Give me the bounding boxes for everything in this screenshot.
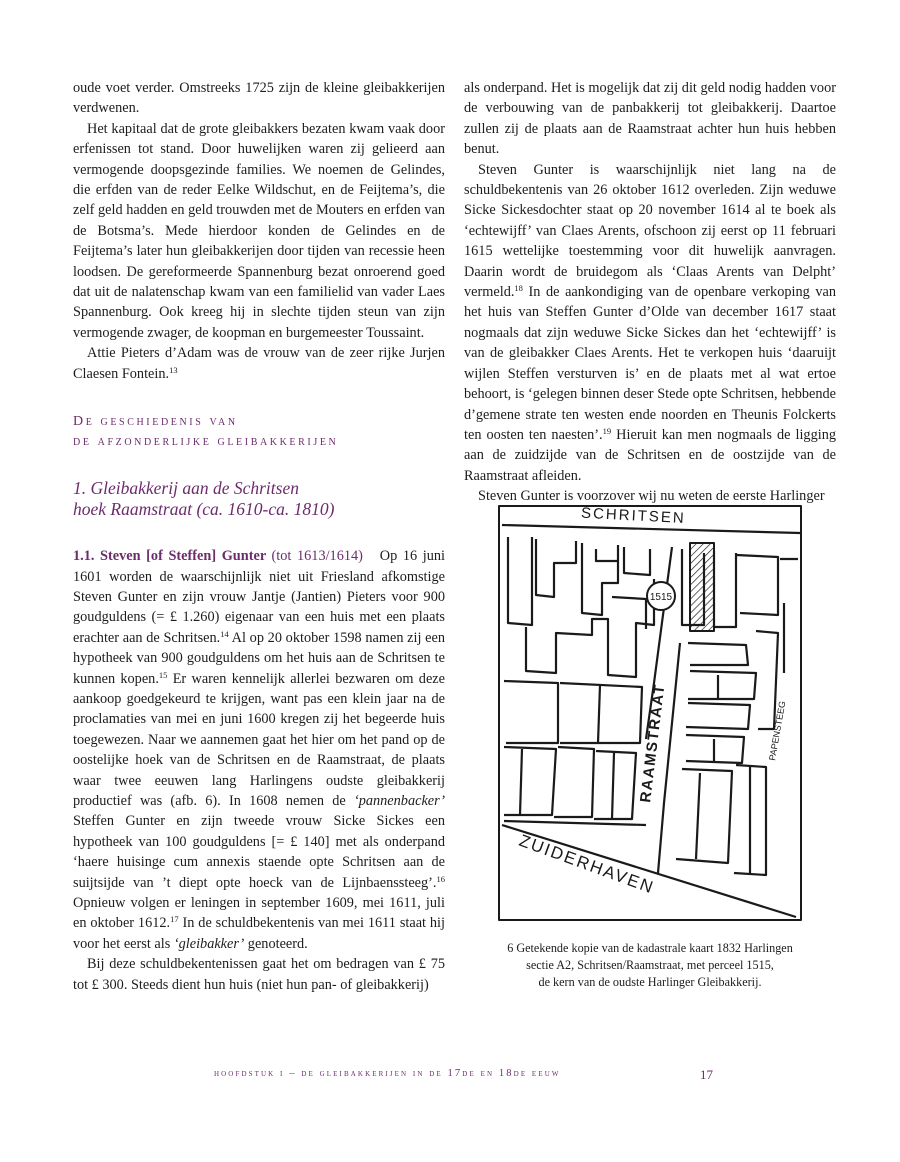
runin-heading: 1.1. Steven [of Steffen] Gunter (tot 1613/1614)	[73, 548, 363, 565]
street-label-zuiderhaven: ZUIDERHAVEN	[516, 830, 658, 898]
street-label-raamstraat: RAAMSTRAAT	[637, 682, 669, 804]
page-number: 17	[700, 1067, 713, 1082]
subsection-heading: 1. Gleibakkerij aan de Schritsen hoek Raamstraat (ca. 1610-ca. 1810)	[73, 478, 335, 520]
paragraph: oude voet verder. Omstreeks 1725 zijn de kleine gleibakkerijen verdwenen.	[73, 80, 445, 117]
paragraph: als onderpand. Het is mogelijk dat zij dit geld nodig hadden voor de verbouwing van de panbakkerij tot gleibakkerij. Daartoe zullen zij de plaats aan de Raamstraat achter hun huis hebben benut.	[464, 80, 836, 158]
street-label-papensteeg: PAPENSTEEG	[767, 700, 788, 762]
footnote-ref[interactable]: 14	[220, 628, 229, 639]
paragraph: Steven Gunter is voorzover wij nu weten de eerste Harlinger	[478, 488, 825, 505]
right-column	[464, 78, 836, 507]
parcel-label: 1515	[649, 592, 673, 603]
footnote-ref[interactable]: 18	[514, 283, 523, 294]
paragraph: Steven Gunter is waarschijnlijk niet lang na de schuldbekentenis van 26 oktober 1612 overleden. Zijn weduwe Sicke Sickesdochter staat op 20 november 1614 al te boek als ‘echtewijff’ van Claes Arents, ofschoon zij eerst op 11 februari 1615 wettelijke toestemming voor dit huwelijk aanvragen. Daarin wordt de bruidegom als ‘Claas Arents van Delpht’ vermeld.$^{18}$ In de aankondiging van de openbare verkoping van het huis van Steffen Gunter d’Olde van december 1617 staat nogmaals dat zijn weduwe Sicke Sickes dan het ‘echtewijff’ is van de gleibakker Claes Arents. Het te verkopen huis ‘daaruijt wijlen Steffen versturven is’ en de plaats met al wat ertoe behoort, is ‘gelegen binnen deser Stede opte Schritsen, hebbende d’gemene strate ten westen ende noorden en Theunis Folckerts ten oosten ten naesten’.$^{19}$ Hieruit kan men nogmaals de ligging aan de zuidzijde van de Schritsen en de oostzijde van de Raamstraat afleiden.	[464, 161, 836, 484]
footnote-ref[interactable]: 16	[436, 873, 445, 884]
running-footer: hoofdstuk i – de gleibakkerijen in de 17de en 18de eeuw	[214, 1068, 561, 1079]
footnote-ref[interactable]: 15	[158, 669, 168, 680]
left-column	[73, 78, 445, 995]
paragraph: 1.1. Steven [of Steffen] Gunter (tot 1613/1614) Op 16 juni 1601 worden de waarschijnlijk niet uit Friesland afkomstige Steven Gunter en zijn vrouw Jantje (Jantien) Pieters voor 900 goudguldens (= £ 1.260) eigenaar van een huis met een plaats erachter aan de Schritsen.$^{14}$ Al op 20 oktober 1598 namen zij een hypotheek van 900 goudguldens om het huis aan de Schritsen te kunnen kopen.$^{15}$ Er waren kennelijk allerlei bezwaren om deze aankoop goedgekeurd te krijgen, want pas een klein jaar na de proclamaties van mei en juni 1600 kregen zij het begeerde huis toegewezen. Naar we aannemen gaat het hier om het pand op de oostelijke hoek van de Schritsen en de Raamstraat, de plaats waar twee eeuwen lang Harlingens oudste gleibakkerij productief was (afb. 6). In 1608 nemen de ‘pannenbacker’ Steffen Gunter en zijn tweede vrouw Sicke Sickes een hypotheek van 100 goudguldens [= £ 140] met als onderpand ‘haere huisinge cum annexis staende opte Schritsen aan de suijtsijde van ’t diept opte hoeck van de Lijnbaenssteeg’.$^{16}$ Opnieuw volgen er leningen in september 1609, mei 1611, juli en oktober 1612.17 In de schuldbekentenis van mei 1611 staat hij voor het eerst als ‘gleibakker’ genoteerd.	[73, 548, 445, 952]
paragraph: Bij deze schuldbekentenissen gaat het om bedragen van £ 75 tot £ 300. Steeds dient hun huis (niet hun pan- of gleibakkerij)	[73, 956, 445, 993]
footnote-ref[interactable]: 19	[602, 425, 612, 436]
figure-caption: 6 Getekende kopie van de kadastrale kaart 1832 Harlingen sectie A2, Schritsen/Raamstraat, met perceel 1515, de kern van de oudste Harlinger Gleibakkerij.	[507, 941, 793, 989]
footnote-ref[interactable]: 13	[169, 364, 178, 375]
paragraph: Het kapitaal dat de grote gleibakkers bezaten kwam vaak door erfenissen tot stand. Door huwelijken waren zij gelieerd aan vermogende doopsgezinde families. We noemen de Gelindes, die erfden van de reder Eelke Wildschut, en de Feijtema’s, die zelf geld hadden en geld trouwden met de Mouters en erfden van de Botsma’s. Mede hierdoor konden de Gelindes en de Feijtema’s later hun gleibakkerijen door tijden van recessie heen loodsen. De gereformeerde Spannenburg bezat onroerend goed dat uit de nalatenschap kwam van een familielid van vader Laes Spannenburg. Ook kreeg hij in slechte tijden steun van zijn vermogende zwager, de koopman en burgemeester Toussaint.	[73, 120, 445, 341]
section-heading: De geschiedenis van de afzonderlijke gleibakkerijen	[73, 414, 339, 450]
cadastral-map	[496, 503, 804, 923]
street-label-schritsen: SCHRITSEN	[580, 504, 687, 528]
cadastral-map-figure	[496, 503, 804, 923]
paragraph: Attie Pieters d’Adam was de vrouw van de zeer rijke Jurjen Claesen Fontein.$^{13}$	[73, 345, 445, 382]
footnote-ref[interactable]: 17	[170, 914, 179, 925]
